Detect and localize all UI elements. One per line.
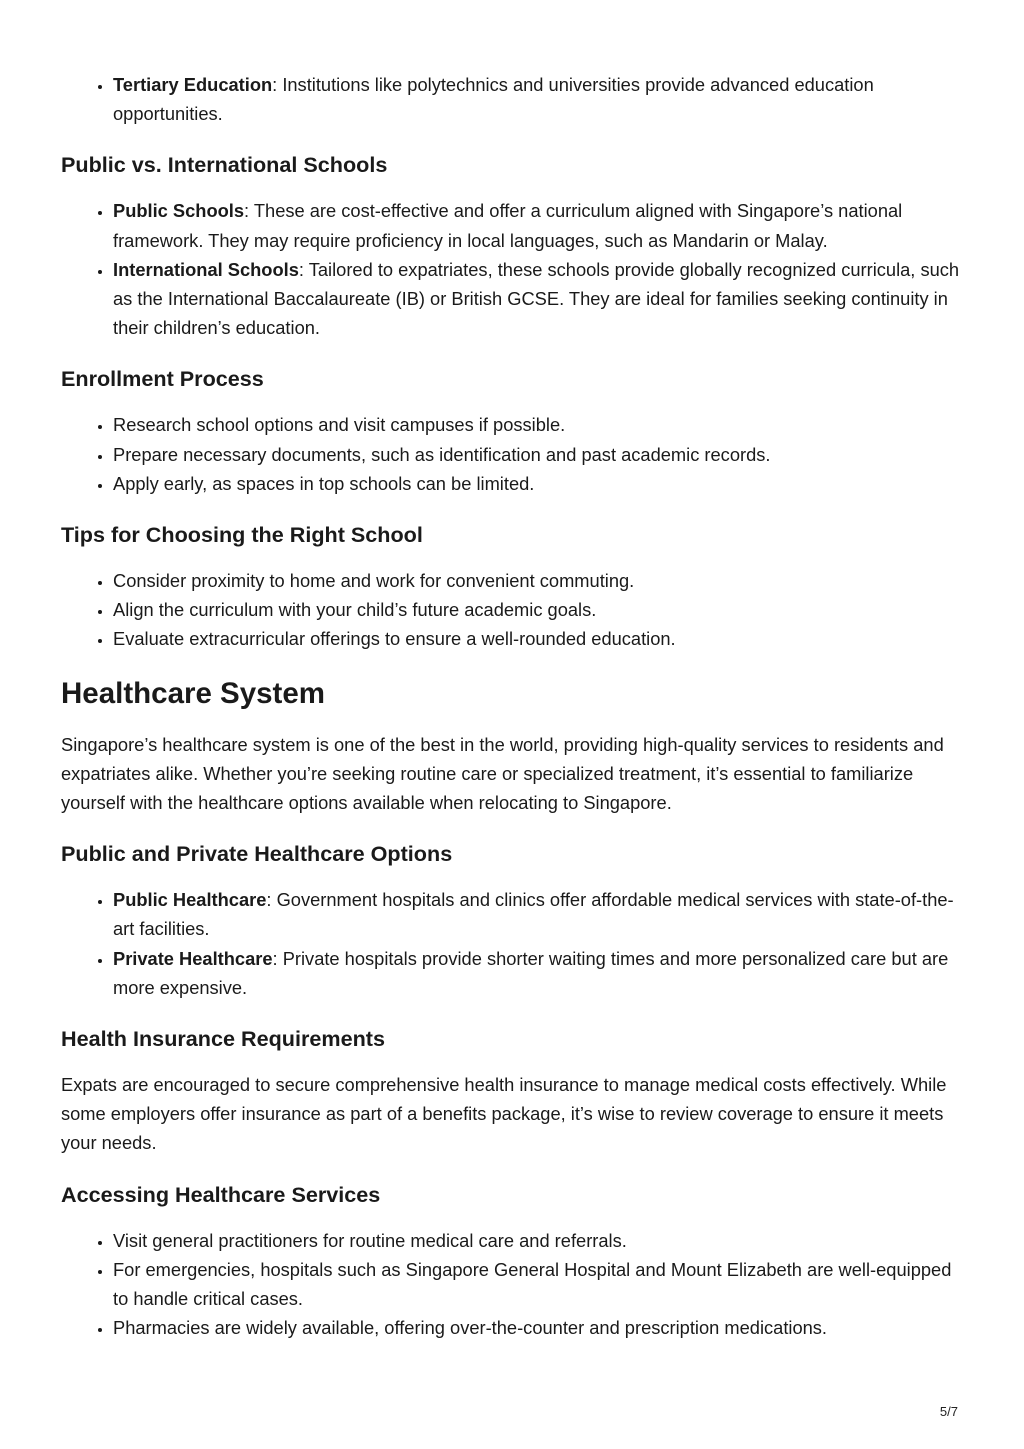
main-heading: Healthcare System xyxy=(61,676,326,710)
list-item: • Align the curriculum with your child’s future academic goals. xyxy=(113,595,966,624)
insurance-paragraph: Expats are encouraged to secure comprehensive health insurance to manage medical costs effectively. While some employers offer insurance as part of a benefits package, it’s wise to review coverage to ensure it meets your needs. xyxy=(61,1074,947,1154)
healthcare-options-list xyxy=(61,885,966,1002)
list-item: • Prepare necessary documents, such as identification and past academic records. xyxy=(113,440,966,469)
list-item: • Research school options and visit campuses if possible. xyxy=(113,410,966,439)
item-text: : Private hospitals provide shorter waiting times and more personalized care but are more expensive. xyxy=(113,947,949,998)
section-heading: Enrollment Process xyxy=(61,366,264,392)
section-heading: Health Insurance Requirements xyxy=(61,1026,386,1052)
list-item: • For emergencies, hospitals such as Singapore General Hospital and Mount Elizabeth are well-equipped to handle critical cases. xyxy=(113,1255,966,1313)
tertiary-list xyxy=(61,70,966,128)
list-item: • Pharmacies are widely available, offering over-the-counter and prescription medications. xyxy=(113,1313,966,1342)
item-text: : Government hospitals and clinics offer affordable medical services with state-of-the-art facilities. xyxy=(113,889,954,940)
list-item: • Consider proximity to home and work for convenient commuting. xyxy=(113,566,966,595)
tips-list xyxy=(61,566,966,654)
access-list xyxy=(61,1226,966,1343)
enrollment-list xyxy=(61,410,966,498)
document-page xyxy=(61,70,966,1342)
intro-paragraph: Singapore’s healthcare system is one of the best in the world, providing high-quality services to residents and expatriates alike. Whether you’re seeking routine care or specialized treatment, it’s essential to familiarize yourself with the healthcare options available when relocating to Singapore. xyxy=(61,733,944,814)
item-text: : Institutions like polytechnics and universities provide advanced education opportunities. xyxy=(113,74,874,125)
item-title: Public Healthcare xyxy=(113,889,267,911)
item-title: Tertiary Education xyxy=(113,74,273,95)
item-title: Public Schools xyxy=(113,200,245,222)
school-types-list xyxy=(61,196,966,342)
item-title: Private Healthcare xyxy=(113,947,273,969)
section-heading: Accessing Healthcare Services xyxy=(61,1181,381,1207)
list-item: • Apply early, as spaces in top schools can be limited. xyxy=(113,469,966,498)
section-heading: Tips for Choosing the Right School xyxy=(61,522,423,548)
list-item: • Visit general practitioners for routine medical care and referrals. xyxy=(113,1226,966,1255)
list-item xyxy=(113,196,966,254)
list-item xyxy=(113,70,966,128)
item-title: International Schools xyxy=(113,258,299,280)
list-item: • Evaluate extracurricular offerings to ensure a well-rounded education. xyxy=(113,624,966,653)
list-item xyxy=(113,255,966,343)
list-item xyxy=(113,885,966,943)
section-heading: Public vs. International Schools xyxy=(61,152,388,178)
page-number: 5/7 xyxy=(939,1404,958,1419)
list-item xyxy=(113,944,966,1002)
item-text: : These are cost-effective and offer a curriculum aligned with Singapore’s national framework. They may require proficiency in local languages, such as Mandarin or Malay. xyxy=(113,200,903,251)
section-heading: Public and Private Healthcare Options xyxy=(61,841,453,867)
item-text: : Tailored to expatriates, these schools provide globally recognized curricula, such as the International Baccalaureate (IB) or British GCSE. They are ideal for families seeking continuity in their children’s education. xyxy=(113,258,960,339)
